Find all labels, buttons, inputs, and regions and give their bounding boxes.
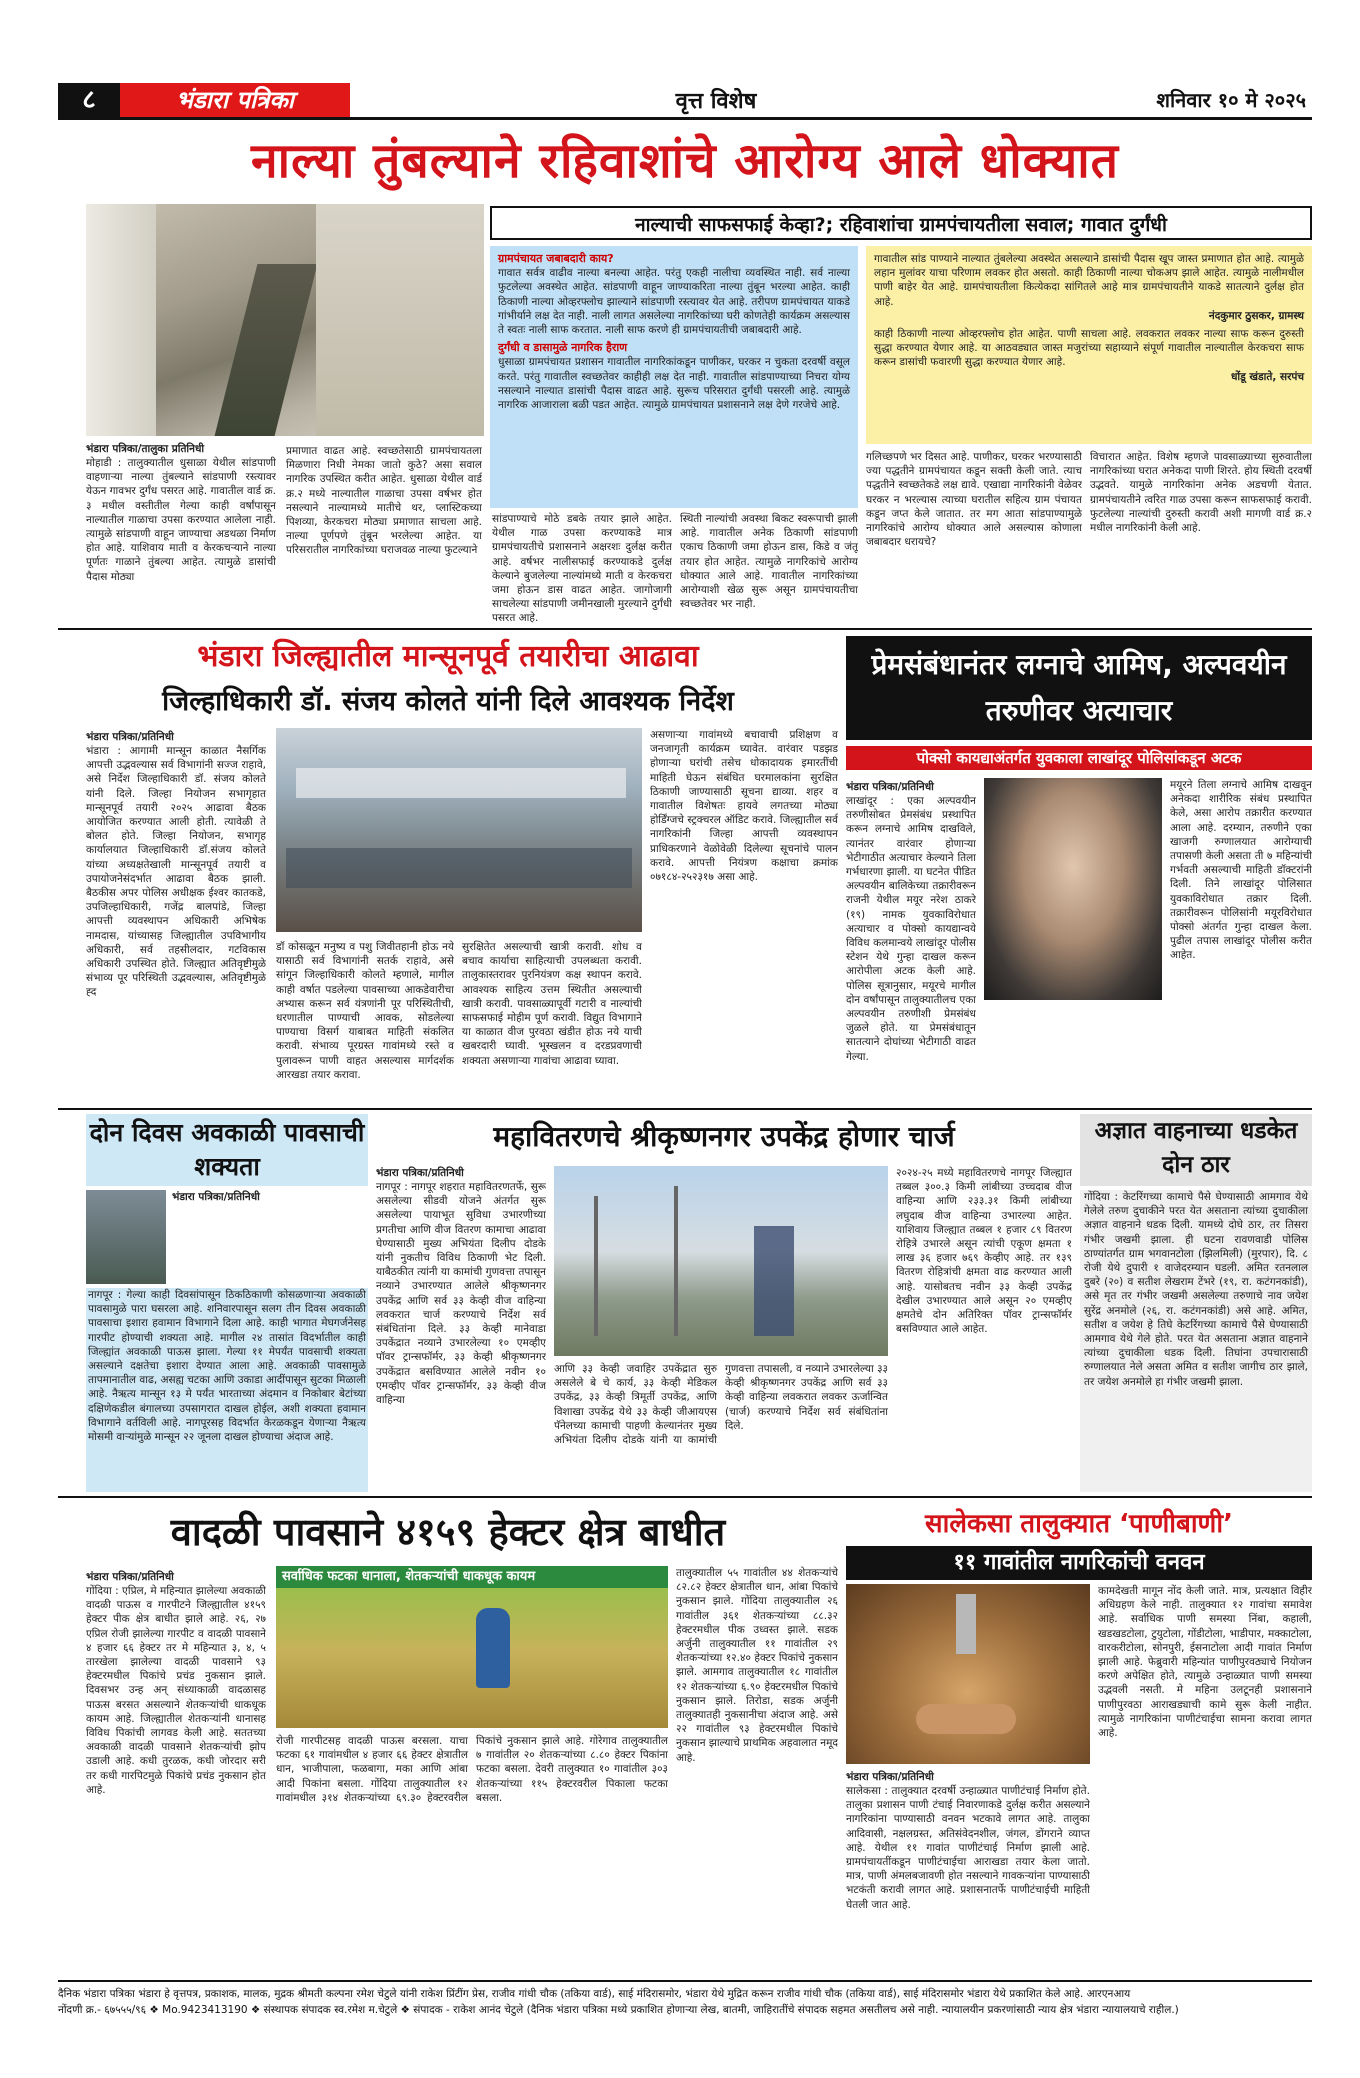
story2-headline: जिल्हाधिकारी डॉ. संजय कोलते यांनी दिले आवश्यक निर्देश	[162, 686, 734, 717]
story1-sidebox-questions: ग्रामपंचायत जबाबदारी काय? गावात सर्वत्र वाढीव नाल्या बनल्या आहेत. परंतु एकही नालीचा व्यवस्थित नाही. सर्व नाल्या फुटलेल्या अवस्थेत आहेत. सांडपाणी वाहून जाण्याकरिता नाल्या तुंबून भरल्या आहेत. काही ठिकाणी नाल्या ओव्हरफ्लोच झाल्याने सांडपाणी रस्त्यावर येत आहे. तरीपण ग्रामपंचायत याकडे गांभीर्याने लक्ष देत नाही. नाली लागत असलेल्या नागरिकांच्या घरी कोणतेही कार्यक्रम असल्यास ते स्वतः नाली साफ करतात. नाली साफ करणे ही ग्रामपंचायतीची जबाबदारी आहे. दुर्गंधी व डासामुळे नागरिक हैराण धुसाळा ग्रामपंचायत प्रशासन गावातील नागरिकांकडून पाणीकर, घरकर न चुकता दरवर्षी वसूल करते. परंतु गावातील स्वच्छतेवर काहीही लक्ष देत नाही. गावातील सांडपाण्याच्या निचरा योग्य नसल्याने नाल्यात डासांची पैदास वाढत आहे. सुरूच परिसरात दुर्गंधी पसरली आहे. त्यामुळे नागरिक आजाराला बळी पडत आहेत. त्यामुळे ग्रामपंचायत प्रशासनाने लक्ष देणे गरजेचे आहे.	[490, 246, 858, 508]
meeting-photo	[276, 728, 642, 932]
story8-headline: सालेकसा तालुक्यात ‘पाणीबाणी’	[925, 1509, 1233, 1539]
story6-text: गोंदिया : केटरिंगच्या कामाचे पैसे घेण्यासाठी आमगाव येथे गेलेले तरुण दुचाकीने परत येत असताना त्यांच्या दुचाकीला अज्ञात वाहनाने धडक दिली. यामध्ये दोघे ठार, तर तिसरा गंभीर जखमी झाला. ही घटना रावणवाडी पोलिस ठाण्यांतर्गत ग्राम भगवानटोला (झिलमिली) (मुरपार), दि. ८ रोजी येथे दुपारी १ वाजेदरम्यान घडली. अमित रतनलाल दुबरे (२०) व सतीश लेखराम टेंभरे (१९, रा. कटंगनकांडी), असे मृत तर गंभीर जखमी असलेल्या तरुणाचे नाव जयेश सुरेंद्र अनमोले (२६, रा. कटंगनकांडी) असे आहे. अमित, सतीश व जयेश हे तिघे केटरिंगच्या कामाचे पैसे घेण्यासाठी आमगाव येथे गेले होते. परत येत असताना अज्ञात वाहनाने त्यांच्या दुचाकीला धडक दिली. तिघांना उपचारासाठी रुग्णालयात नेले असता अमित व सतीश जागीच ठार झाले, तर जयेश अनमोले हा गंभीर जखमी झाला.	[1080, 1190, 1312, 1492]
rain-photo	[86, 1190, 166, 1284]
imprint-line-1: दैनिक भंडारा पत्रिका भंडारा हे वृत्तपत्र, प्रकाशक, मालक, मुद्रक श्रीमती कल्पना रमेश चेटुले यांनी राकेश प्रिंटींग प्रेस, राजीव गांधी चौक (तकिया वार्ड), साई मंदिरासमोर, भंडारा येथे मुद्रित करून राजीव गांधी चौक (तकिया वार्ड), साई मंदिरासमोर भंडारा येथे प्रकाशित केले आहे. आरएनआय	[58, 1988, 1131, 2000]
imprint-footer	[58, 1980, 1312, 2026]
page-number: ८	[58, 83, 120, 117]
story5-col1: नागपूर : नागपूर शहरात महावितरणतर्फे, सुरू असलेल्या सीडवी योजने अंतर्गत सुरू असलेल्या पायाभूत सुविधा उभारणीच्या प्रगतीचा आणि वीज वितरण कामाचा आढावा घेण्यासाठी मुख्य अभियंता दिलीप दोडके यांनी नुकतीच विविध ठिकाणी भेट दिली. याबैठकीत त्यांनी या कामांची गुणवत्ता तपासून नव्याने उभारण्यात आलेले श्रीकृष्णनगर उपकेंद्र आणि सर्व ३३ केव्ही वीज वाहिन्या लवकरात चार्ज करण्याचे निर्देश सर्व संबंधितांना दिले. ३३ केव्ही मानेवाडा उपकेंद्रात नव्याने उभारलेल्या १० एमव्हीए पॉवर ट्रान्सफॉर्मर, ३३ केव्ही श्रीकृष्णनगर उपकेंद्रात बसविण्यात आलेले नवीन १० एमव्हीए पॉवर ट्रान्सफॉर्मर, ३३ केव्ही वीज वाहिन्या	[376, 1181, 546, 1407]
story1-byline: भंडारा पत्रिका/तालुका प्रतिनिधी	[86, 443, 205, 455]
story5-col2: आणि ३३ केव्ही जवाहिर उपकेंद्रात सुरु असलेले बे चे कार्य, ३३ केव्ही मेडिकल उपकेंद्र, ३३ केव्ही त्रिमूर्ती उपकेंद्र, आणि विशाखा उपकेंद्र येथे ३३ केव्ही जीआयएस पॅनेलच्या कामाची पाहणी केल्यानंतर मुख्य अभियंता दिलीप दोडके यांनी या कामांची गुणवत्ता तपासली, व नव्याने उभारलेल्या ३३ केव्ही श्रीकृष्णनगर उपकेंद्र आणि सर्व ३३ केव्ही वाहिन्या लवकरात लवकर ऊर्जान्वित (चार्ज) करण्याचे निर्देश सर्व संबंधितांना दिले.	[554, 1363, 888, 1447]
substation-photo	[554, 1166, 888, 1356]
victim-illustration-photo	[984, 778, 1162, 1000]
story1-col5: गलिच्छपणे भर दिसत आहे. पाणीकर, घरकर भरण्यासाठी ज्या पद्धतीने ग्रामपंचायत कडून सक्ती केली जाते. त्याच पद्धतीने स्वच्छतेकडे लक्ष द्यावे. एखाद्या नागरिकांनी वेळेवर घरकर न भरल्यास त्याच्या घरातील सहित्य ग्राम पंचायत कडून जप्त केले जातात. तर मग आता सांडपाण्यामुळे नागरिकांचे आरोग्य धोक्यात आले असल्यास कोणाला जबाबदार धरायचे?	[866, 451, 1082, 549]
story5-byline: भंडारा पत्रिका/प्रतिनिधी	[376, 1167, 464, 1179]
water-tap-photo	[846, 1584, 1090, 1764]
brand-logo: भंडारा पत्रिका	[120, 83, 350, 117]
story2-col4: असणाऱ्या गावांमध्ये बचावाची प्रशिक्षण व जनजागृती कार्यक्रम घ्यावेत. वारंवार पडझड होणाऱ्या घरांची तसेच धोकादायक इमारतींची माहिती घेऊन संबंधित घरमालकांना सुरक्षित ठिकाणी जाण्यासाठी सूचना द्याव्या. शहर व गावातील विशेषतः हायवे लगतच्या मोठ्या होर्डिंग्जचे स्ट्रक्चरल ऑडिट करावे. जिल्ह्यातील सर्व नागरिकांनी जिल्हा आपत्ती व्यवस्थापन प्राधिकरणाने वेळोवेळी दिलेल्या सूचनांचे पालन करावे. आपत्ती नियंत्रण कक्षाचा क्रमांक ०७१८४-२५२३१७ असा आहे.	[650, 729, 838, 884]
story1-col1: मोहाडी : तालुक्यातील धुसाळा येथील सांडपाणी वाहणाऱ्या नाल्या तुंबल्याने सांडपाणी रस्त्यावर येऊन गावभर दुर्गंध पसरत आहे. गावातील वार्ड क्र. ३ मधील वस्तीतील गेल्या काही वर्षांपासून नाल्यातील गाळाचा उपसा करण्यात आलेला नाही. त्यामुळे सांडपाणी वाहून जाण्याचा अडथळा निर्माण होत आहे. याशिवाय माती व केरकचऱ्याने नाल्या पूर्णतः गाळाने तुंबल्या आहेत. त्यामुळे डासांची पैदास मोठ्या	[86, 457, 276, 583]
story1-headline: नाल्या तुंबल्याने रहिवाशांचे आरोग्य आले धोक्यात	[251, 133, 1119, 189]
story1-col4: स्थिती नाल्यांची अवस्था बिकट स्वरूपाची झाली आहे. गावातील अनेक ठिकाणी सांडपाणी एकाच ठिकाणी जमा होऊन डास, किडे व जंतू तयार होत आहेत. त्यामुळे नागरिकांचे आरोग्य धोक्यात आले आहे. गावातील नागरिकांच्या आरोग्याशी खेळ सुरू असून ग्रामपंचायतीचा स्वच्छतेवर भर नाही.	[680, 513, 858, 611]
story1-quotes-box: गावातील सांड पाण्याने नाल्यात तुंबलेल्या अवस्थेत असल्याने डासांची पैदास खूप जास्त प्रमाणात होत आहे. त्यामुळे लहान मुलांवर याचा परिणाम लवकर होत असतो. काही ठिकाणी नाल्या चोकअप झाले आहेत. त्यामुळे नालीमधील पाणी बाहेर येत आहे. ग्रामपंचायतीला कित्येकदा सांगितले आहे मात्र ग्रामपंचायतीने याकडे सातत्याने दुर्लक्ष होत आहे. नंदकुमार ठुसकर, ग्रामस्थ काही ठिकाणी नाल्या ओव्हरफ्लोच होत आहेत. पाणी साचला आहे. लवकरात लवकर नाल्या साफ करून दुरुस्ती सुद्धा करण्यात येणार आहे. या आठवड्यात जास्त मजुरांच्या सहाय्याने संपूर्ण गावातील नाल्यातील केरकचरा साफ करून डासांची फवारणी सुद्धा करण्यात येणार आहे. धोंडू खंडाते, सरपंच	[866, 246, 1312, 444]
story8-byline: भंडारा पत्रिका/प्रतिनिधी	[846, 1771, 934, 1783]
story3-col2: मयूरने तिला लग्नाचे आमिष दाखवून अनेकदा शारीरिक संबंध प्रस्थापित केले, असा आरोप तक्रारीत करण्यात आला आहे. दरम्यान, तरुणीने एका खाजगी रुग्णालयात आरोग्याची तपासणी केली असता ती ७ महिन्यांची गर्भवती असल्याची माहिती डॉक्टरांनी दिली. तिने लाखांदूर पोलिसात युवकाविरोधात तक्रार दिली. तक्रारीवरून पोलिसांनी मयूरविरोधात पोक्सो अंतर्गत गुन्हा दाखल केला. पुढील तपास लाखांदूर पोलीस करीत आहेत.	[1170, 779, 1312, 962]
divider	[58, 1496, 1312, 1498]
divider	[58, 628, 1312, 630]
story3-col1: लाखांदूर : एका अल्पवयीन तरुणीसोबत प्रेमसंबंध प्रस्थापित करून लग्नाचे आमिष दाखविले, त्यानंतर वारंवार होणाऱ्या भेटीगाठीत अत्याचार केल्याने तिला गर्भधारणा झाली. या घटनेत पीडित अल्पवयीन बालिकेच्या तक्रारीवरून राजनी येथील मयूर नरेश ठाकरे (१९) नामक युवकाविरोधात अत्याचार व पोक्सो कायद्यान्वये विविध कलमान्वये लाखांदूर पोलीस स्टेशन येथे गुन्हा दाखल करून आरोपीला अटक केली आहे. पोलिस सूत्रानुसार, मयूरचे मागील दोन वर्षांपासून तालुक्यातीलच एका अल्पवयीन तरुणीशी प्रेमसंबंध जुळले होते. या प्रेमसंबंधातून सातत्याने दोघांच्या भेटीगाठी वाढत गेल्या.	[846, 795, 976, 1063]
divider	[58, 1108, 1312, 1110]
story8-col1: सालेकसा : तालुक्यात दरवर्षी उन्हाळ्यात पाणीटंचाई निर्माण होते. तालुका प्रशासन पाणी टंचाई निवारणाकडे दुर्लक्ष करीत असल्याने नागरिकांना पाण्यासाठी वनवन भटकावे लागत आहे. तालुका आदिवासी, नक्षलग्रस्त, अतिसंवेदनशील, जंगल, डोंगराने व्याप्त आहे. येथील ११ गावांत पाणीटंचाई निर्माण झाली आहे. ग्रामपंचायतींकडून पाणीटंचाईचा आराखडा तयार केला जातो. मात्र, पाणी अंमलबजावणी होत नसल्याने गावकऱ्यांना पाण्यासाठी भटकंती करावी लागत आहे. प्रशासनातर्फे पाणीटंचाईची माहिती घेतली जात आहे.	[846, 1785, 1090, 1911]
story4-text: नागपूर : गेल्या काही दिवसांपासून ठिकठिकाणी कोसळणाऱ्या अवकाळी पावसामुळे पारा घसरला आहे. शनिवारपासून सलग तीन दिवस अवकाळी पावसाचा इशारा हवामान विभागाने दिला आहे. काही भागात मेघगर्जनेसह गारपीट होण्याची शक्यता आहे. मागील २४ तासांत विदर्भातील काही जिल्ह्यांत अवकाळी पाऊस झाला. गेल्या ११ मेपर्यंत पावसाची शक्यता असल्याने दक्षतेचा इशारा देण्यात आला आहे. अवकाळी पावसामुळे तापमानातील वाढ, असह्य चटका आणि उकाडा आदींपासून सुटका मिळाली आहे. नैऋत्य मान्सून १३ मे पर्यंत भारताच्या अंदमान व निकोबार बेटांच्या दक्षिणेकडील बंगालच्या उपसागरात दाखल होईल, अशी शक्यता हवामान विभागाने वर्तविली आहे. नागपूरसह विदर्भात केरळकडून येणाऱ्या नैऋत्य मोसमी वाऱ्यांमुळे मान्सून २२ जूनला दाखल होण्याचा अंदाज आहे.	[86, 1288, 368, 1492]
story2-col2: डॉ कोसळून मनुष्य व पशु जिवीतहानी होऊ नये यासाठी सर्व विभागांनी सतर्क राहावे, असे सांगून जिल्हाधिकारी कोलते म्हणाले, मागील काही वर्षात पडलेल्या पावसाच्या आकडेवारीचा अभ्यास करून सर्व यंत्रणांनी पूर परिस्थितीची, धरणातील पाण्याची आवक, सोडलेल्या पाण्याचा विसर्ग याबाबत माहिती संकलित करावी. संभाव्य पूरग्रस्त गावांमध्ये रस्ते व पुलावरून पाणी वाहत असल्यास मार्गदर्शक आरखडा तयार करावा.	[276, 941, 454, 1081]
drain-photo	[86, 204, 484, 436]
story6-headline: अज्ञात वाहनाच्या धडकेत दोन ठार	[1080, 1114, 1312, 1186]
story5-headline: महावितरणचे श्रीकृष्णनगर उपकेंद्र होणार चार्ज	[493, 1120, 955, 1153]
story3-headline: प्रेमसंबंधानंतर लग्नाचे आमिष, अल्पवयीन तरुणीवर अत्याचार	[846, 636, 1312, 740]
story2-kicker: भंडारा जिल्ह्यातील मान्सूनपूर्व तयारीचा आढावा	[197, 639, 699, 674]
story7-byline: भंडारा पत्रिका/प्रतिनिधी	[86, 1571, 174, 1583]
story1-col6: विचारात आहेत. विशेष म्हणजे पावसाळ्याच्या सुरुवातीला नागरिकांच्या घरात अनेकदा पाणी शिरते. होय स्थिती दरवर्षी उद्भवते. यामुळे नागरिकांना अनेक अडचणी येतात. ग्रामपंचायतीने त्वरित गाळ उपसा करून साफसफाई करावी. फुटलेल्या नाल्यांची दुरुस्ती करावी अशी मागणी वार्ड क्र.२ मधील नागरिकांनी केली आहे.	[1090, 451, 1312, 535]
story7-col1: गोंदिया : एप्रिल, मे महिन्यात झालेल्या अवकाळी वादळी पाऊस व गारपीटने जिल्ह्यातील ४१५९ हेक्टर पीक क्षेत्र बाधीत झाले आहे. २६, २७ एप्रिल रोजी झालेल्या गारपीट व वादळी पावसाने ४ हजार ६६ हेक्टर तर मे महिन्यात ३, ४, ५ तारखेला झालेल्या वादळी पावसाने ९३ हेक्टरमधील पिकांचे प्रचंड नुकसान झाले. दिवसभर उन्ह अन् संध्याकाळी वादळासह पाऊस बरसत असल्याने शेतकऱ्यांची धाकधूक कायम आहे. जिल्ह्यातील शेतकऱ्यांनी धानासह विविध पिकांची लागवड केली आहे. सततच्या अवकाळी वादळी पावसाने शेतकऱ्यांची झोप उडाली आहे. कधी तुरळक, कधी जोरदार सरी तर कधी गारपिटमुळे पिकांचे प्रचंड नुकसान होत आहे.	[86, 1585, 266, 1796]
story4-headline: दोन दिवस अवकाळी पावसाची शक्यता	[86, 1114, 368, 1186]
story7-col3: तालुक्यातील ५५ गावांतील ४४ शेतकऱ्यांचे ८२.८२ हेक्टर क्षेत्रातील धान, आंबा पिकांचे नुकसान झाले. गोंदिया तालुक्यातील २६ गावांतील ३६१ शेतकऱ्यांच्या ८८.३२ हेक्टरमधील पीक उध्वस्त झाले. सडक अर्जुनी तालुक्यातील ११ गावांतील २९ शेतकऱ्यांच्या १२.४० हेक्टर पिकांचे नुकसान झाले. आमगाव तालुक्यातील १८ गावांतील १२ शेतकऱ्यांच्या ६.९० हेक्टरमधील पिकांचे नुकसान झाले. तिरोडा, सडक अर्जुनी तालुक्यातही नुकसानीचा अंदाज आहे. असे २२ गावांतील ९३ हेक्टरमधील पिकांचे नुकसान झाल्याचे प्राथमिक अहवालात नमूद आहे.	[676, 1567, 838, 1764]
story7-photo-caption: सर्वाधिक फटका धानाला, शेतकऱ्यांची धाकधूक कायम	[276, 1566, 668, 1588]
damaged-paddy-photo	[276, 1588, 668, 1728]
issue-date: शनिवार १० मे २०२५	[1156, 88, 1306, 112]
story8-col2: कामदेखती मागून नोंद केली जाते. मात्र, प्रत्यक्षात विहीर अधिग्रहण केले नाही. तालुक्यात १२ गावांचा समावेश आहे. सर्वाधिक पाणी समस्या निंबा, कहाली, खडखडटोला, टुयुटोला, गोंडीटोला, भाडीपार, मक्काटोला, वारकरीटोला, सोनपुरी, ईसनाटोला आदी गावांत निर्माण झाली आहे. फेब्रुवारी महिन्यांत पाणीपुरवठ्याचे नियोजन करणे अपेक्षित होते, त्यामुळे उन्हाळ्यात पाणी समस्या उद्भवली नसती. मे महिना उलटूनही प्रशासनाने पाणीपुरवठा आराखड्याची कामे सुरू केली नाहीत. त्यामुळे नागरिकांना पाणीटंचाईचा सामना करावा लागत आहे.	[1098, 1585, 1312, 1740]
story2-col1: भंडारा : आगामी मान्सून काळात नैसर्गिक आपत्ती उद्भवल्यास सर्व विभागांनी सज्ज राहावे, असे निर्देश जिल्हाधिकारी डॉ. संजय कोलते यांनी दिले. जिल्हा नियोजन सभागृहात मान्सूनपूर्व तयारी २०२५ आढावा बैठक आयोजित करण्यात आली होती. त्यावेळी ते बोलत होते. जिल्हा नियोजन, सभागृह कार्यालयात जिल्हाधिकारी डॉ.संजय कोलते यांच्या अध्यक्षतेखाली मान्सूनपूर्व तयारी व उपायोजनेसंदर्भात आढावा बैठक झाली. बैठकीस अपर पोलिस अधीक्षक ईश्वर कातकडे, उपजिल्हाधिकारी, गजेंद्र बालपांडे, जिल्हा आपत्ती व्यवस्थापन अधिकारी अभिषेक नामदास, यांच्यासह जिल्ह्यातील उपविभागीय अधिकारी, सर्व तहसीलदार, गटविकास अधिकारी उपस्थित होते. जिल्ह्यात अतिवृष्टीमुळे संभाव्य पूर परिस्थिती उद्भवल्यास, अतिवृष्टीमुळे ह्द	[86, 745, 266, 999]
story1-col2: प्रमाणात वाढत आहे. स्वच्छतेसाठी ग्रामपंचायतला मिळणारा निधी नेमका जातो कुठे? असा सवाल नागरिक उपस्थित करीत आहेत. धुसाळा येथील वार्ड क्र.२ मध्ये नाल्यातील गाळाचा उपसा वर्षभर होत नसल्याने नाल्यामध्ये मातीचे थर, प्लास्टिकच्या पिशव्या, केरकचरा मोठ्या प्रमाणात साचला आहे. नाल्या पूर्णपणे तुंबून भरलेल्या आहेत. या परिसरातील नागरिकांच्या घराजवळ नाल्या फुटल्याने	[286, 445, 482, 557]
story1-subheadline: नाल्याची साफसफाई केव्हा?; रहिवाशांचा ग्रामपंचायतीला सवाल; गावात दुर्गंधी	[490, 206, 1312, 240]
masthead	[58, 82, 1312, 120]
story5-col3: २०२४-२५ मध्ये महावितरणचे नागपूर जिल्ह्यात तब्बल ३००.३ किमी लांबीच्या उच्चदाब वीज वाहिन्या आणि २३३.३१ किमी लांबीच्या लघुदाब वीज वाहिन्या उभारल्या आहेत. याशिवाय जिल्ह्यात तब्बल १ हजार ८९ वितरण रोहित्रे उभारले असून त्यांची एकूण क्षमता १ लाख ३६ हजार ७६९ केव्हीए आहे. तर १३९ वितरण रोहित्रांची क्षमता वाढ करण्यात आली आहे. यासोबतच नवीन ३३ केव्ही उपकेंद्र देखील उभारण्यात आले असून २० एमव्हीए क्षमतेचे दोन अतिरिक्त पॉवर ट्रान्सफॉर्मर बसविण्यात आले आहेत.	[896, 1167, 1072, 1336]
story1-col3: सांडपाण्याचे मोठे डबके तयार झाले आहेत. येथील गाळ उपसा करण्याकडे मात्र ग्रामपंचायतीचे प्रशासनाने अक्षरशः दुर्लक्ष करीत आहे. वर्षभर नालीसफाई करण्याकडे दुर्लक्ष केल्याने बुजलेल्या नाल्यांमध्ये माती व केरकचरा जमा होऊन डास वाढत आहेत. जागोजागी साचलेल्या सांडपाणी जमीनखाली मुरल्याने दुर्गंधी पसरत आहे.	[492, 513, 672, 624]
story4-byline: भंडारा पत्रिका/प्रतिनिधी	[172, 1191, 260, 1203]
imprint-line-2: नोंदणी क्र.- ६७५५५/९६ ❖ Mo.9423413190 ❖ संस्थापक संपादक स्व.रमेश म.चेटुले ❖ संपादक - राकेश आनंद चेटुले (दैनिक भंडारा पत्रिका मध्ये प्रकाशित होणाऱ्या लेख, बातमी, जाहिरातींचे संपादक सहमत असतीलच असे नाही. न्यायालयीन प्रकरणांसाठी न्याय क्षेत्र भंडारा न्यायालयाचे राहील.)	[58, 2004, 1179, 2016]
story7-headline: वादळी पावसाने ४१५९ हेक्टर क्षेत्र बाधीत	[170, 1510, 726, 1554]
story8-subheadline: ११ गावांतील नागरिकांची वनवन	[846, 1546, 1312, 1580]
story2-byline: भंडारा पत्रिका/प्रतिनिधी	[86, 731, 174, 743]
section-title: वृत्त विशेष	[675, 88, 757, 114]
story7-col2: रोजी गारपीटसह वादळी पाऊस बरसला. याचा फटका ६१ गावांमधील ४ हजार ६६ हेक्टर क्षेत्रातील धान, भाजीपाला, फळबागा, मका आणि आंबा आदी पिकांना बसला. गोंदिया तालुक्यातील १२ गावांमधील ३१४ शेतकऱ्यांच्या ६९.३० हेक्टरवरील पिकांचे नुकसान झाले आहे. गोरेगाव तालुक्यातील ७ गावांतील २० शेतकऱ्यांच्या ८.८० हेक्टर पिकांना फटका बसला. देवरी तालुक्यात १० गावांतील ३०३ शेतकऱ्यांच्या ११५ हेक्टरवरील पिकाला फटका बसला.	[276, 1735, 668, 1804]
story2-col3: सुरक्षितेत असल्याची खात्री करावी. शोध व बचाव कार्याचा साहित्याची उपलब्धता करावी. तालुकास्तरावर पुरनियंत्रण कक्ष स्थापन करावे. आवश्यक साहित्य उत्तम स्थितीत असल्याची खात्री करावी. पावसाळ्यापूर्वी गटारी व नाल्यांची साफसफाई मोहीम पूर्ण करावी. विद्युत विभागाने या काळात वीज पुरवठा खंडीत होऊ नये याची खबरदारी घ्यावी. भूस्खलन व दरडप्रवणाची शक्यता असणाऱ्या गावांचा आढावा घ्यावा.	[462, 941, 642, 1067]
story3-byline: भंडारा पत्रिका/प्रतिनिधी	[846, 781, 934, 793]
story3-subheadline: पोक्सो कायद्याअंतर्गत युवकाला लाखांदूर पोलिसांकडून अटक	[846, 746, 1312, 770]
